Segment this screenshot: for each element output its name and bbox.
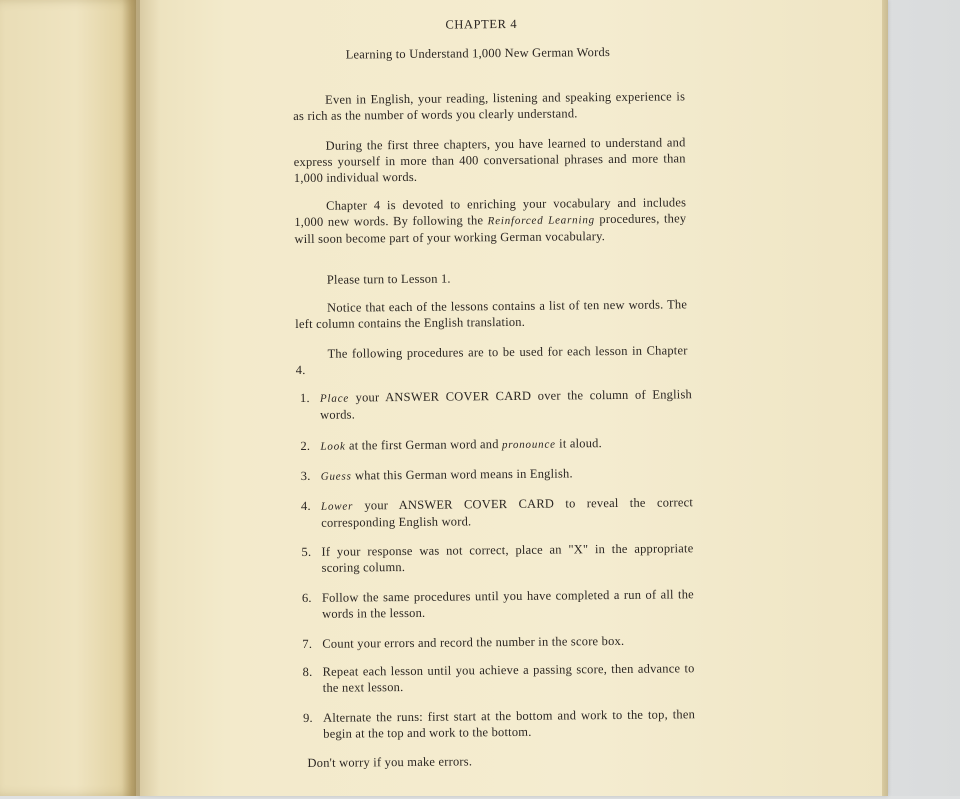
paragraph-text: During the first three chapters, you have learned to understand and express yourself in more than 400 conversational phrases and more than 1,000 individual words.	[293, 135, 685, 185]
paragraph-procedures-intro	[295, 342, 687, 378]
chapter-subtitle: Learning to Understand 1,000 New German Words	[346, 45, 610, 63]
list-text: Follow the same procedures until you have completed a run of all the words in the lesson.	[322, 587, 694, 621]
list-text: Alternate the runs: first start at the bottom and work to the top, then begin at the top and work to the bottom.	[323, 707, 695, 741]
list-item	[300, 434, 692, 438]
list-number: 4.	[301, 498, 321, 514]
list-number: 7.	[302, 636, 322, 652]
paragraph-notice	[295, 296, 687, 332]
list-item	[303, 706, 695, 710]
list-italic: Guess	[321, 471, 352, 483]
list-text: Repeat each lesson until you achieve a passing score, then advance to the next lesson.	[323, 661, 695, 695]
list-number: 3.	[301, 468, 321, 484]
list-italic: pronounce	[502, 439, 556, 452]
list-number: 9.	[303, 710, 323, 726]
list-item	[303, 660, 695, 664]
paragraph-text: Chapter 4 is devoted to enriching your vocabulary and includes 1,000 new words. By following the	[294, 195, 686, 229]
list-number: 2.	[300, 438, 320, 454]
list-number: 5.	[301, 544, 321, 560]
chapter-heading: CHAPTER 4	[445, 17, 517, 33]
paragraph-chapter-4	[294, 194, 686, 247]
list-item	[301, 494, 693, 498]
list-number: 8.	[303, 664, 323, 680]
list-text: your ANSWER COVER CARD to reveal the correct corresponding English word.	[321, 495, 693, 530]
paragraph-text: The following procedures are to be used for each lesson in Chapter 4.	[295, 343, 687, 377]
list-text: it aloud.	[556, 436, 602, 450]
list-item	[302, 586, 694, 590]
paragraph-text: Please turn to Lesson 1.	[295, 272, 451, 287]
list-italic: Place	[320, 393, 349, 405]
list-text: If your response was not correct, place an "X" in the appropriate scoring column.	[321, 541, 693, 575]
paragraph-turn-to-lesson	[295, 268, 687, 288]
paragraph-text: Even in English, your reading, listening and speaking experience is as rich as the number of words you clearly understand.	[293, 89, 685, 123]
paragraph-text: Notice that each of the lessons contains a list of ten new words. The left column contains the English translation.	[295, 297, 687, 331]
paragraph-text: procedures, they will soon become part of your working German vocabulary.	[294, 211, 686, 246]
list-italic: Look	[320, 441, 345, 453]
list-italic: Lower	[321, 500, 353, 512]
list-text: what this German word means in English.	[352, 466, 573, 482]
list-text: at the first German word and	[346, 437, 502, 452]
list-number: 1.	[300, 390, 320, 406]
list-text: your ANSWER COVER CARD over the column of English words.	[320, 387, 692, 422]
paragraph-progress	[293, 134, 685, 186]
paragraph-intro	[293, 88, 685, 124]
paragraph-italic: Reinforced Learning	[488, 214, 595, 227]
list-number: 6.	[302, 590, 322, 606]
list-item	[300, 386, 692, 390]
closing-line: Don't worry if you make errors.	[307, 754, 472, 771]
list-item	[301, 540, 693, 544]
list-text: Count your errors and record the number in the score box.	[322, 634, 624, 651]
list-item	[301, 464, 693, 468]
list-item	[302, 632, 694, 636]
